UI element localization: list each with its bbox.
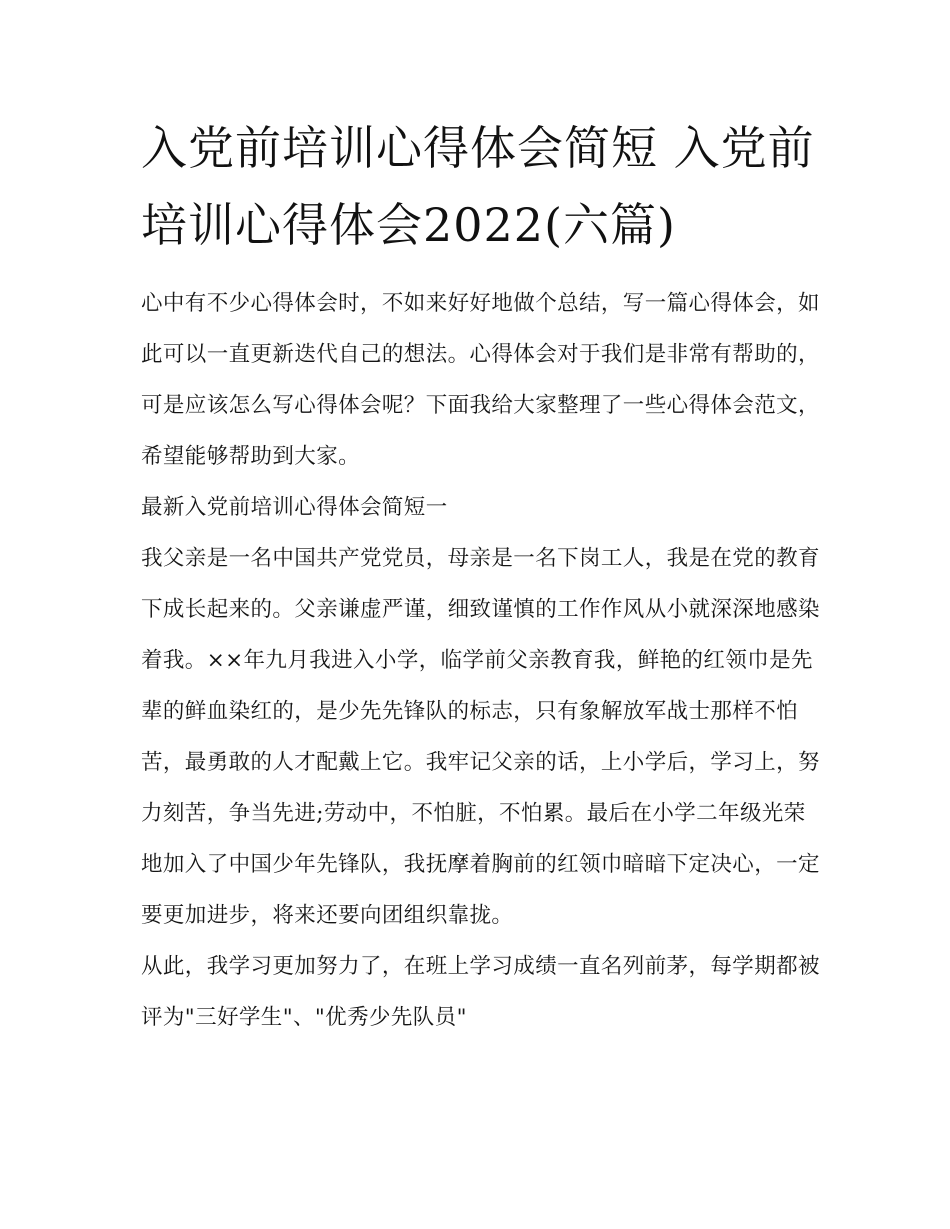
body-paragraph: 我父亲是一名中国共产党党员，母亲是一名下岗工人，我是在党的教育下成长起来的。父亲谦虚严谨，细致谨慎的工作作风从小就深深地感染着我。××年九月我进入小学，临学前父亲教育我，鲜艳的红领巾是先辈的鲜血染红的，是少先先锋队的标志，只有象解放军战士那样不怕苦，最勇敢的人才配戴上它。我牢记父亲的话，上小学后，学习上，努力刻苦，争当先进;劳动中，不怕脏，不怕累。最后在小学二年级光荣地加入了中国少年先锋队，我抚摩着胸前的红领巾暗暗下定决心，一定要更加进步，将来还要向团组织靠拢。	[141, 546, 820, 928]
document-title: 入党前培训心得体会简短 入党前培训心得体会2022(六篇)	[141, 121, 815, 252]
intro-paragraph: 心中有不少心得体会时，不如来好好地做个总结，写一篇心得体会，如此可以一直更新迭代自己的想法。心得体会对于我们是非常有帮助的，可是应该怎么写心得体会呢？下面我给大家整理了一些心得体会范文，希望能够帮助到大家。	[141, 291, 820, 469]
body-paragraph: 从此，我学习更加努力了，在班上学习成绩一直名列前茅，每学期都被评为"三好学生"、"优秀少先队员"	[141, 954, 820, 1030]
section-heading: 最新入党前培训心得体会简短一	[141, 495, 448, 520]
document-body	[141, 110, 821, 1043]
